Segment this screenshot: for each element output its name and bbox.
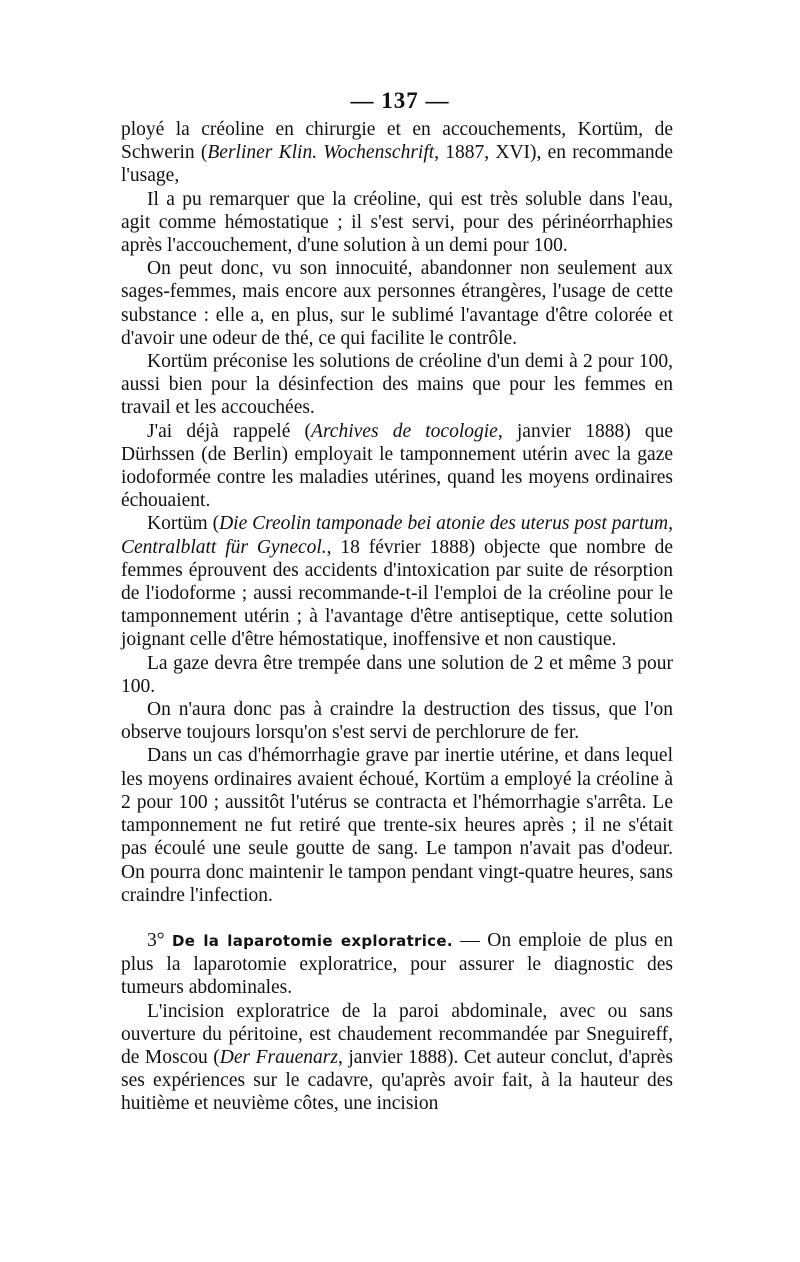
paragraph [121,652,673,698]
text-span: — On emploie de plus en plus la laparotomie exploratrice, pour assurer le diagnostic des tumeurs abdominales. [121,929,673,999]
paragraph [121,512,673,651]
citation: Archives de tocologie [311,420,498,442]
text-span: On n'aura donc pas à craindre la destruction des tissus, que l'on observe toujours lorsqu'on s'est servi de perchlorure de fer. [121,699,673,744]
body-text [121,118,673,1116]
section-number: 3° [147,929,172,951]
text-span: La gaze devra être trempée dans une solution de 2 et même 3 pour 100. [121,652,673,697]
paragraph [121,1000,673,1116]
citation: Die Creolin tamponade bei atonie des uterus post partum, Centralblatt für Gynecol. [121,513,673,558]
text-span: Kortüm ( [147,513,220,535]
text-span: On peut donc, vu son innocuité, abandonner non seulement aux sages-femmes, mais encore aux personnes étrangères, l'usage de cette substance : elle a, en plus, sur le sublimé l'avantage d'être colorée et d'avoir une odeur de thé, ce qui facilite le contrôle. [121,258,673,349]
paragraph [121,744,673,906]
text-span: Kortüm préconise les solutions de créoline d'un demi à 2 pour 100, aussi bien pour la désinfection des mains que pour les femmes en travail et les accouchées. [121,351,673,419]
text-span: Dans un cas d'hémorrhagie grave par inertie utérine, et dans lequel les moyens ordinaires avaient échoué, Kortüm a employé la créoline à 2 pour 100 ; aussitôt l'utérus se contracta et l'hémorrhagie s'arrêta. Le tamponnement ne fut retiré que trente-six heures après ; il ne s'était pas écoulé une seule goutte de sang. Le tampon n'avait pas d'odeur. On pourra donc maintenir le tampon pendant vingt-quatre heures, sans craindre l'infection. [121,745,673,906]
text-span: , janvier 1888) que Dürhssen (de Berlin) employait le tamponnement utérin avec la gaze iodoformée contre les maladies utérines, quand les moyens ordinaires échouaient. [121,420,674,512]
text-span: , 1887, XVI), en recommande l'usage, [121,142,673,187]
text-span: ployé la créoline en chirurgie et en accouchements, Kortüm, de Schwerin ( [121,119,673,164]
section-paragraph [121,929,673,1000]
paragraph [121,257,673,350]
citation: Der Frauenarz [219,1046,338,1068]
paragraph [121,420,673,513]
page-number: — 137 — [350,88,450,113]
text-span: Il a pu remarquer que la créoline, qui est très soluble dans l'eau, agit comme hémostatique ; il s'est servi, pour des périnéorrhaphies après l'accouchement, d'une solution à un demi pour 100. [121,188,673,257]
text-span: L'incision exploratrice de la paroi abdominale, avec ou sans ouverture du péritoine, est chaudement recommandée par Sneguireff, de Moscou ( [121,1000,673,1068]
section-heading: De la laparotomie exploratrice. [172,931,453,950]
paragraph [121,118,673,188]
paragraph [121,698,673,744]
paragraph [121,188,673,258]
text-span: , janvier 1888). Cet auteur conclut, d'après ses expériences sur le cadavre, qu'après avoir fait, à la hauteur des huitième et neuvième côtes, une incision [121,1046,673,1115]
text-span: J'ai déjà rappelé ( [147,420,312,442]
paragraph [121,350,673,420]
text-span: , 18 février 1888) objecte que nombre de femmes éprouvent des accidents d'intoxication par suite de résorption de l'iodoforme ; aussi recommande-t-il l'emploi de la créoline pour le tamponnement utérin ; à l'avantage d'être antiseptique, cette solution joignant celle d'être hémostatique, inoffensive et non caustique. [121,536,673,651]
citation: Berliner Klin. Wochenschrift [207,142,435,164]
